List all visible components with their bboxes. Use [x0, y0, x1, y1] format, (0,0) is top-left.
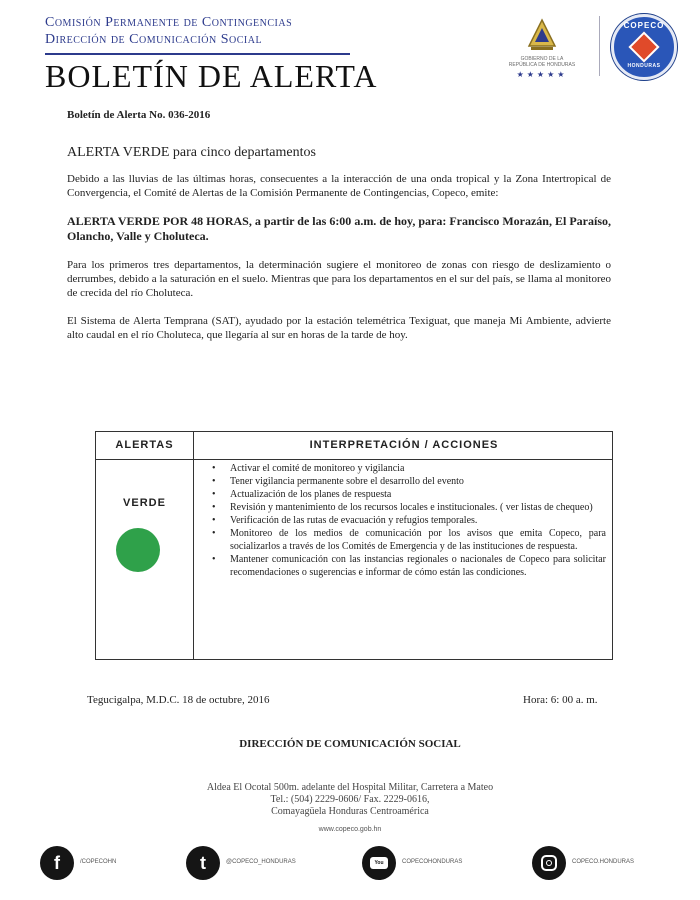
- actions-list: [206, 462, 606, 579]
- instagram-handle[interactable]: COPECO.HONDURAS: [572, 859, 635, 865]
- action-item: • Verificación de las rutas de evacuación y refugios temporales.: [206, 514, 606, 527]
- website-link[interactable]: www.copeco.gob.hn: [318, 826, 382, 833]
- table-header-alertas: ALERTAS: [115, 439, 174, 451]
- facebook-handle[interactable]: /COPECOHN: [80, 859, 117, 865]
- copeco-logo-text-bottom: HONDURAS: [627, 63, 661, 69]
- address-block: [0, 782, 700, 818]
- instagram-icon[interactable]: [532, 846, 566, 880]
- action-item: • Actualización de los planes de respuesta: [206, 488, 606, 501]
- phone-line: Tel.: (504) 2229-0606/ Fax. 2229-0616,: [270, 794, 430, 805]
- org-name-line2: Dirección de Comunicación Social: [45, 32, 263, 47]
- paragraph-sat: El Sistema de Alerta Temprana (SAT), ayudado por la estación telemétrica Texiguat, que maneja Mi Ambiente, advierte alto caudal en el río Choluteca, que llegaría al sur en horas de la tarde de hoy.: [67, 315, 611, 341]
- issuing-department: DIRECCIÓN DE COMUNICACIÓN SOCIAL: [239, 738, 461, 750]
- green-alert-dot-icon: [116, 528, 160, 572]
- facebook-icon[interactable]: f: [40, 846, 74, 880]
- date-place: Tegucigalpa, M.D.C. 18 de octubre, 2016: [87, 694, 270, 706]
- government-emblem: [507, 16, 577, 82]
- copeco-diamond-icon: [628, 31, 659, 62]
- copeco-logo: [611, 14, 677, 80]
- action-item: • Monitoreo de los medios de comunicación por los avisos que emita Copeco, para socializarlos a través de los Comités de Emergencia y de las instituciones de respuesta.: [206, 527, 606, 553]
- twitter-icon[interactable]: t: [186, 846, 220, 880]
- copeco-logo-text-top: COPECO: [623, 21, 665, 30]
- document-header: [45, 14, 665, 104]
- alert-level-label: VERDE: [123, 497, 166, 509]
- bulletin-number: Boletín de Alerta No. 036-2016: [67, 109, 211, 121]
- header-rule: [45, 53, 350, 55]
- city-line: Comayagüela Honduras Centroamérica: [271, 806, 429, 817]
- instagram-glyph: [541, 855, 557, 871]
- emblem-stars: ★★★★★: [516, 70, 568, 79]
- alert-table: [95, 431, 613, 660]
- youtube-handle[interactable]: COPECOHONDURAS: [402, 859, 463, 865]
- table-header-interpretacion: INTERPRETACIÓN / ACCIONES: [309, 439, 499, 451]
- government-emblem-icon: [507, 16, 577, 56]
- table-divider-vertical: [193, 432, 194, 659]
- logo-separator: [599, 16, 600, 76]
- action-item: • Activar el comité de monitoreo y vigilancia: [206, 462, 606, 475]
- issue-time: Hora: 6: 00 a. m.: [523, 694, 598, 706]
- youtube-badge: You: [370, 857, 388, 869]
- action-item: • Revisión y mantenimiento de los recursos locales e institucionales. ( ver listas de chequeo): [206, 501, 606, 514]
- document-title: BOLETÍN DE ALERTA: [45, 58, 378, 94]
- address-line: Aldea El Ocotal 500m. adelante del Hospital Militar, Carretera a Mateo: [206, 782, 494, 793]
- youtube-icon[interactable]: [362, 846, 396, 880]
- paragraph-intro: Debido a las lluvias de las últimas horas, consecuentes a la interacción de una onda tropical y la Zona Intertropical de Convergencia, el Comité de Alertas de la Comisión Permanente de Contingencias, Copeco, emite:: [67, 173, 611, 199]
- org-name-line1: Comisión Permanente de Contingencias: [45, 15, 293, 30]
- paragraph-departments: Para los primeros tres departamentos, la determinación sugiere el monitoreo de zonas con riesgo de deslizamiento o derrumbes, debido a la saturación en el suelo. Mientras que para los departamentos en el sur del país, se llama al monitoreo de crecida del río Choluteca.: [67, 259, 611, 299]
- emblem-caption: GOBIERNO DE LA REPÚBLICA DE HONDURAS: [508, 56, 576, 68]
- table-divider-horizontal: [96, 459, 612, 460]
- twitter-handle[interactable]: @COPECO_HONDURAS: [226, 859, 296, 865]
- bulletin-body: [67, 108, 611, 342]
- paragraph-alert: ALERTA VERDE POR 48 HORAS, a partir de las 6:00 a.m. de hoy, para: Francisco Morazán, El Paraíso, Olancho, Valle y Choluteca.: [67, 214, 611, 243]
- action-item: • Tener vigilancia permanente sobre el desarrollo del evento: [206, 475, 606, 488]
- action-item: • Mantener comunicación con las instancias regionales o nacionales de Copeco para solicitar recomendaciones o sugerencias e informar de cómo están las condiciones.: [206, 553, 606, 579]
- bulletin-title: ALERTA VERDE para cinco departamentos: [67, 145, 316, 160]
